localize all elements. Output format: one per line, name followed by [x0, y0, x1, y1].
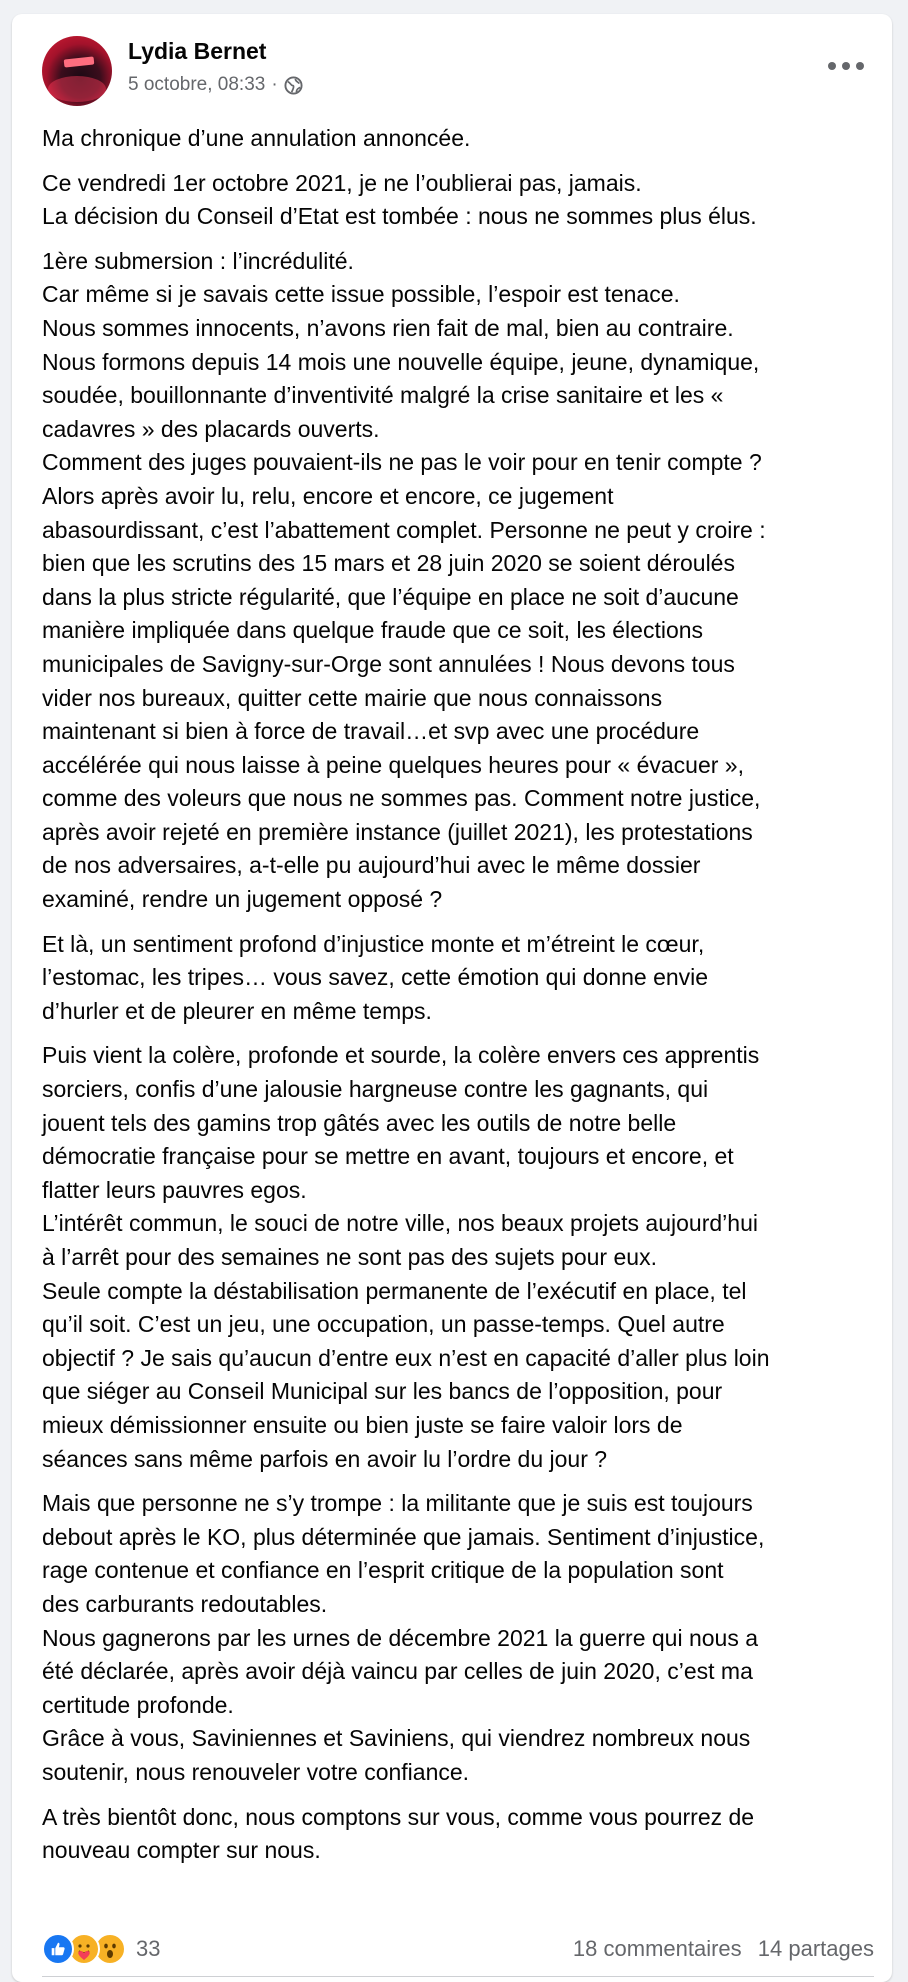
post-line: l’estomac, les tripes… vous savez, cette émotion qui donne envie [42, 964, 709, 991]
post-paragraph [42, 245, 874, 917]
post-line: qu’il soit. C’est un jeu, une occupation, un passe-temps. Quel autre [42, 1311, 725, 1338]
post-line: flatter leurs pauvres egos. [42, 1176, 307, 1203]
post-line: jouent tels des gamins trop gâtés avec les outils de notre belle [42, 1109, 677, 1136]
post-line: Ma chronique d’une annulation annoncée. [42, 125, 471, 151]
post-line: de nos adversaires, a-t-elle pu aujourd’hui avec le même dossier [42, 852, 701, 879]
post-line: Et là, un sentiment profond d’injustice monte et m’étreint le cœur, [42, 930, 705, 957]
post-line: accélérée qui nous laisse à peine quelques heures pour « évacuer », [42, 751, 744, 778]
post-line: La décision du Conseil d’Etat est tombée : nous ne sommes plus élus. [42, 203, 757, 230]
shares-count[interactable]: 14 partages [757, 1936, 874, 1961]
post-line: comme des voleurs que nous ne sommes pas. Comment notre justice, [42, 785, 761, 812]
more-options-icon[interactable] [828, 58, 864, 74]
post-line: soudée, bouillonnante d’inventivité malgré la crise sanitaire et les « [42, 382, 724, 409]
post-line: d’hurler et de pleurer en même temps. [42, 997, 432, 1024]
post-paragraph [42, 1039, 874, 1476]
post-footer [42, 1922, 874, 1972]
post-paragraph [42, 167, 874, 234]
post-text [42, 122, 874, 1879]
post-line: Seule compte la déstabilisation permanente de l’exécutif en place, tel [42, 1277, 747, 1304]
post-line: Car même si je savais cette issue possible, l’espoir est tenace. [42, 281, 680, 308]
post-line: Mais que personne ne s’y trompe : la militante que je suis est toujours [42, 1490, 753, 1517]
post-paragraph [42, 1801, 874, 1868]
reactions-summary[interactable] [42, 1932, 160, 1966]
post-line: nouveau compter sur nous. [42, 1837, 321, 1864]
globe-icon [284, 76, 303, 95]
post-line: Nous gagnerons par les urnes de décembre 2021 la guerre qui nous a [42, 1624, 759, 1651]
post-line: 1ère submersion : l’incrédulité. [42, 247, 354, 274]
author-name[interactable]: Lydia Bernet [128, 38, 267, 64]
post-date[interactable]: 5 octobre, 08:33 [128, 74, 266, 95]
post-card [12, 14, 892, 1982]
post-line: cadavres » des placards ouverts. [42, 415, 380, 442]
post-paragraph [42, 928, 874, 1029]
post-line: démocratie française pour se mettre en avant, toujours et encore, et [42, 1143, 734, 1170]
post-meta [128, 74, 303, 96]
post-line: à l’arrêt pour des semaines ne sont pas des sujets pour eux. [42, 1244, 657, 1270]
post-line: séances sans même parfois en avoir lu l’ordre du jour ? [42, 1445, 608, 1472]
post-line: Comment des juges pouvaient-ils ne pas le voir pour en tenir compte ? [42, 449, 762, 476]
post-line: municipales de Savigny-sur-Orge sont annulées ! Nous devons tous [42, 650, 735, 677]
comments-count[interactable]: 18 commentaires [572, 1936, 742, 1961]
reaction-count[interactable]: 33 [136, 1936, 161, 1961]
post-line: Grâce à vous, Saviniennes et Saviniens, qui viendrez nombreux nous [42, 1725, 751, 1752]
avatar-stripe [64, 56, 95, 67]
post-line: dans la plus stricte régularité, que l’équipe en place ne soit d’aucune [42, 583, 739, 610]
post-line: Puis vient la colère, profonde et sourde, la colère envers ces apprentis [42, 1042, 760, 1069]
post-line: soutenir, nous renouveler votre confiance. [42, 1758, 470, 1785]
post-paragraph [42, 1487, 874, 1789]
post-line: mieux démissionner ensuite ou bien juste se faire valoir lors de [42, 1411, 683, 1438]
post-line: sorciers, confis d’une jalousie hargneuse contre les gagnants, qui [42, 1076, 709, 1103]
post-line: été déclarée, après avoir déjà vaincu par celles de juin 2020, c’est ma [42, 1658, 753, 1685]
post-line: Ce vendredi 1er octobre 2021, je ne l’oublierai pas, jamais. [42, 169, 642, 196]
post-line: Nous formons depuis 14 mois une nouvelle équipe, jeune, dynamique, [42, 348, 760, 375]
post-line: des carburants redoutables. [42, 1590, 328, 1617]
avatar[interactable] [42, 36, 112, 106]
post-line: examiné, rendre un jugement opposé ? [42, 886, 443, 913]
post-line: certitude profonde. [42, 1691, 234, 1718]
post-line: L’intérêt commun, le souci de notre ville, nos beaux projets aujourd’hui [42, 1210, 758, 1237]
post-line: maintenant si bien à force de travail…et svp avec une procédure [42, 718, 700, 745]
post-line: après avoir rejeté en première instance (juillet 2021), les protestations [42, 818, 753, 845]
meta-separator: · [271, 74, 278, 95]
avatar-glow [48, 76, 106, 102]
post-line: debout après le KO, plus déterminée que jamais. Sentiment d’injustice, [42, 1523, 765, 1550]
action-bar-divider [42, 1976, 874, 1977]
post-line: abasourdissant, c’est l’abattement complet. Personne ne peut y croire : [42, 516, 766, 543]
post-line: manière impliquée dans quelque fraude que ce soit, les élections [42, 617, 704, 644]
post-line: que siéger au Conseil Municipal sur les bancs de l’opposition, pour [42, 1378, 723, 1405]
post-stats [573, 1932, 874, 1966]
post-line: A très bientôt donc, nous comptons sur vous, comme vous pourrez de [42, 1803, 755, 1830]
post-line: vider nos bureaux, quitter cette mairie que nous connaissons [42, 684, 663, 711]
post-line: rage contenue et confiance en l’esprit critique de la population sont [42, 1557, 724, 1584]
post-line: Nous sommes innocents, n’avons rien fait de mal, bien au contraire. [42, 314, 734, 341]
post-line: bien que les scrutins des 15 mars et 28 juin 2020 se soient déroulés [42, 550, 735, 577]
post-line: objectif ? Je sais qu’aucun d’entre eux n’est en capacité d’aller plus loin [42, 1344, 770, 1371]
post-paragraph [42, 122, 874, 156]
post-line: Alors après avoir lu, relu, encore et encore, ce jugement [42, 482, 614, 509]
like-icon [42, 1933, 74, 1965]
post-header [12, 14, 892, 122]
